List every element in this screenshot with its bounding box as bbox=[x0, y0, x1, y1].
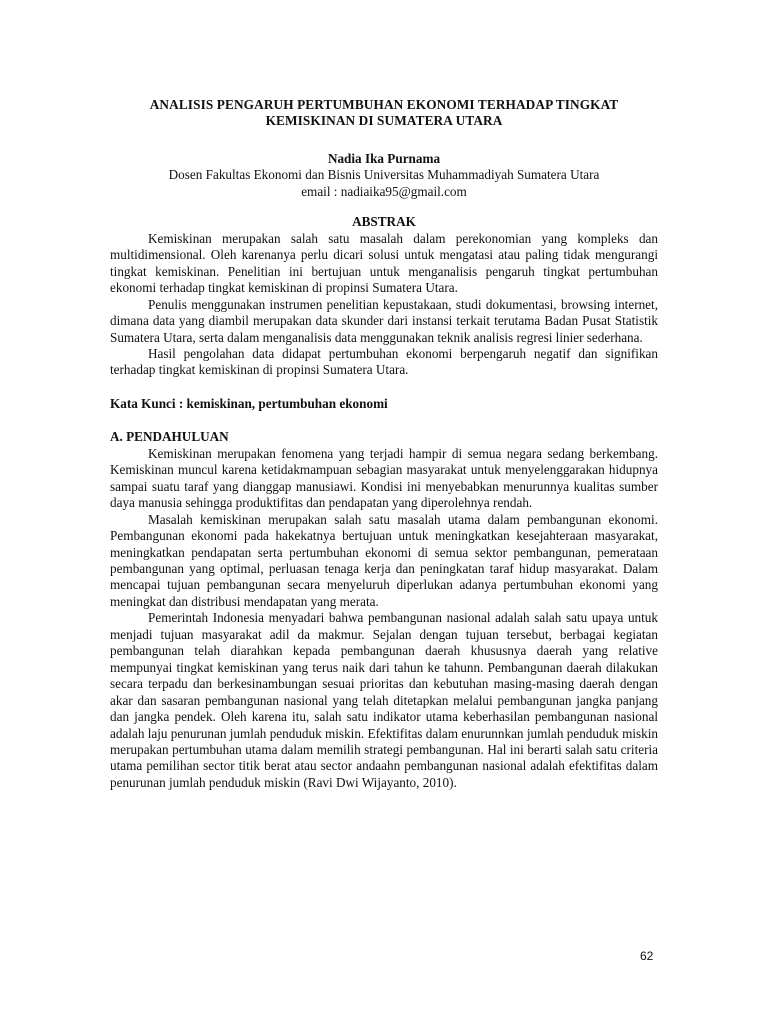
body-paragraph-3: Pemerintah Indonesia menyadari bahwa pembangunan nasional adalah salah satu upaya untuk menjadi tujuan masyarakat adil da makmur. Sejalan dengan tujuan tersebut, berbagai kegiatan pembangunan telah diarahkan kepada pembangunan daerah khususnya daerah yang relative mempunyai tingkat kemiskinan yang terus naik dari tahun ke tahunn. Pembangunan daerah dilakukan secara terpadu dan berkesinambungan sesuai prioritas dan kebutuhan masing-masing daerah dengan akar dan sasaran pembangunan nasional yang telah ditetapkan melalui pembangunan jangka panjang dan jangka pendek. Oleh karena itu, salah satu indikator utama keberhasilan pembangunan nasional adalah laju penurunan jumlah penduduk miskin. Efektifitas dalam enurunnkan jumlah penduduk miskin merupakan pertumbuhan utama dalam memilih strategi pembangunan. Hal ini berarti salah satu criteria utama pemilihan sector titik berat atau sector andaahn pembangunan nasional adalah efektifitas dalam penurunan jumlah penduduk miskin (Ravi Dwi Wijayanto, 2010). bbox=[110, 610, 658, 790]
keywords: Kata Kunci : kemiskinan, pertumbuhan ekonomi bbox=[110, 395, 388, 411]
section-heading: A. PENDAHULUAN bbox=[110, 429, 229, 445]
body-paragraph-1: Kemiskinan merupakan fenomena yang terjadi hampir di semua negara sedang berkembang. Kemiskinan muncul karena ketidakmampuan sebagian masyarakat untuk menyelenggarakan hidupnya sampai suatu taraf yang dianggap manusiawi. Kondisi ini menyebabkan menurunnya kualitas sumber daya manusia sehingga produktifitas dan pendapatan yang diperolehnya rendah. bbox=[110, 445, 658, 511]
author-email: email : nadiaika95@gmail.com bbox=[301, 183, 467, 199]
page-number: 62 bbox=[640, 949, 654, 963]
page-content bbox=[110, 97, 658, 791]
paper-title bbox=[110, 97, 658, 129]
abstract-paragraph-2: Penulis menggunakan instrumen penelitian kepustakaan, studi dokumentasi, browsing internet, dimana data yang diambil merupakan data skunder dari instansi terkait terutama Badan Pusat Statistik Sumatera Utara, serta dalam menganalisis data menggunakan teknik analisis regresi linier sederhana. bbox=[110, 296, 658, 345]
abstract-paragraph-3: Hasil pengolahan data didapat pertumbuhan ekonomi berpengaruh negatif dan signifikan terhadap tingkat kemiskinan di propinsi Sumatera Utara. bbox=[110, 345, 658, 378]
abstract-heading: ABSTRAK bbox=[352, 214, 416, 230]
title-line-1: ANALISIS PENGARUH PERTUMBUHAN EKONOMI TERHADAP TINGKAT bbox=[149, 97, 619, 112]
author-name: Nadia Ika Purnama bbox=[327, 151, 441, 166]
author-affiliation: Dosen Fakultas Ekonomi dan Bisnis Universitas Muhammadiyah Sumatera Utara bbox=[168, 167, 600, 183]
title-line-2: KEMISKINAN DI SUMATERA UTARA bbox=[265, 113, 503, 128]
body-paragraph-2: Masalah kemiskinan merupakan salah satu masalah utama dalam pembangunan ekonomi. Pembangunan ekonomi pada hakekatnya bertujuan untuk meningkatkan kesejahteraan masyarakat, meningkatkan pendapatan serta pertumbuhan ekonomi di semua sektor pembangunan, pemerataan pembangunan yang optimal, perluasan tenaga kerja dan peningkatan taraf hidup masyarakat. Dalam mencapai tujuan pembangunan secara menyeluruh diperlukan adanya pertumbuhan ekonomi yang meningkat dan distribusi mendapatan yang merata. bbox=[110, 511, 658, 609]
abstract-paragraph-1: Kemiskinan merupakan salah satu masalah dalam perekonomian yang kompleks dan multidimensional. Oleh karenanya perlu dicari solusi untuk mengatasi atau paling tidak mengurangi tingkat kemiskinan. Penelitian ini bertujuan untuk menganalisis pengaruh tingkat pertumbuhan ekonomi terhadap tingkat kemiskinan di propinsi Sumatera Utara. bbox=[110, 230, 658, 296]
